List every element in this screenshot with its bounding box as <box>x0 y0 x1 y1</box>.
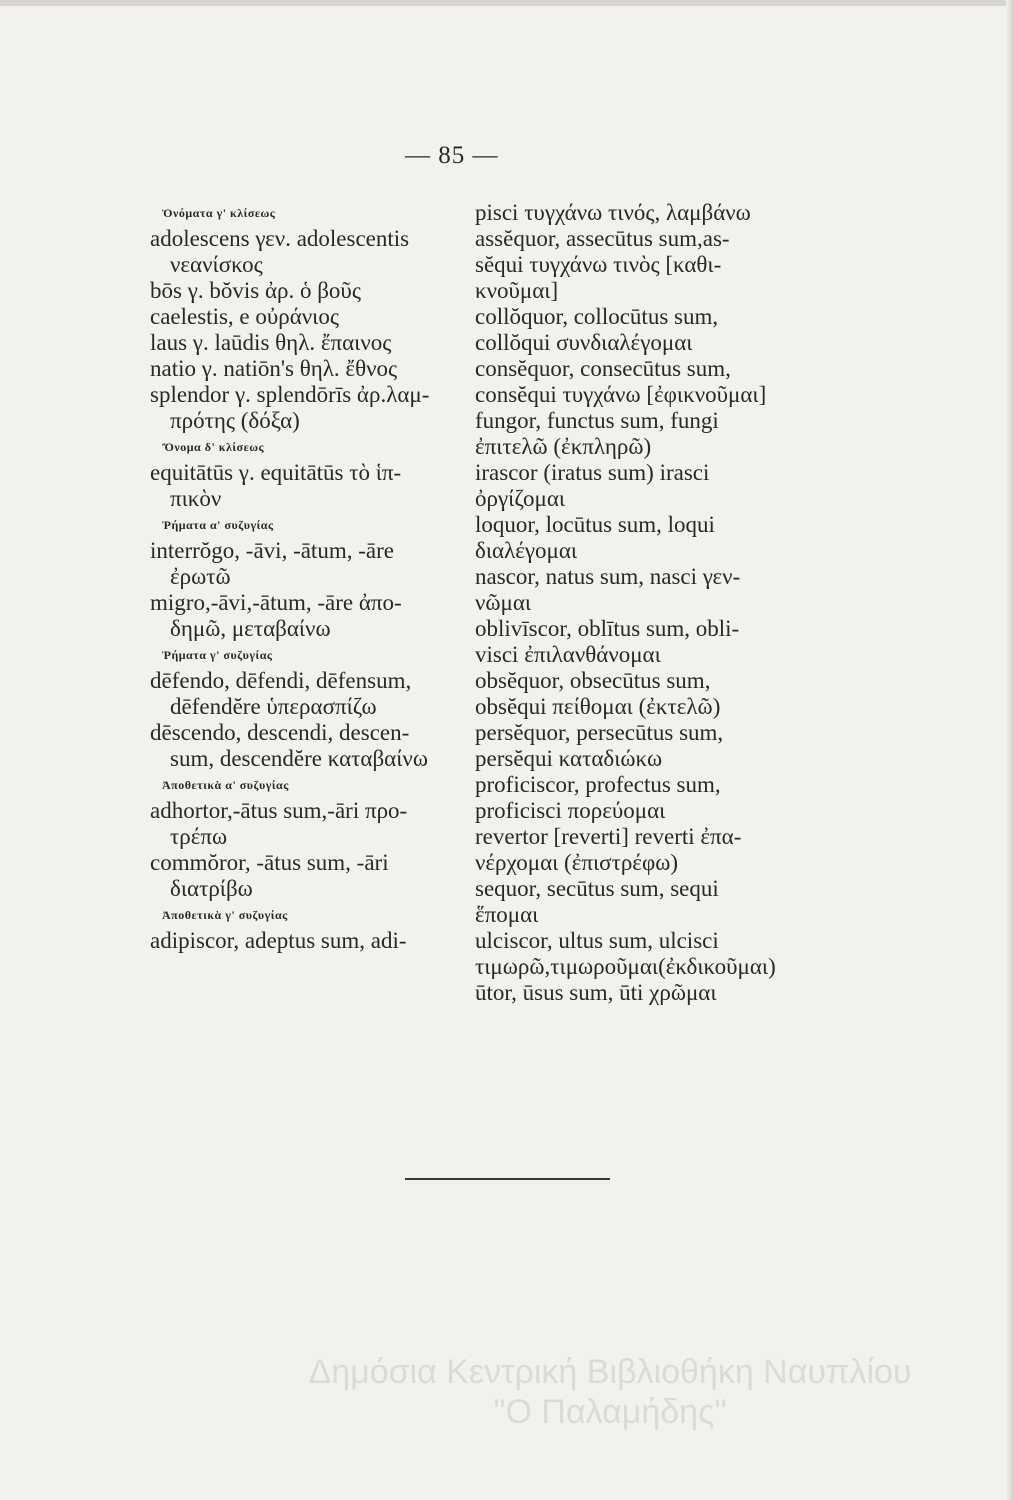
section-heading: Ἀποθετικὰ α' συζυγίας <box>162 778 289 792</box>
entry-line: πικὸν <box>170 486 222 511</box>
section-heading: Ὄνομα δ' κλίσεως <box>162 440 265 454</box>
entry-line: sĕqui τυγχάνω τινὸς [καθι- <box>475 252 722 277</box>
entry-line: visci ἐπιλανθάνομαι <box>475 642 661 667</box>
entry-line: persĕqui καταδιώκω <box>475 746 663 771</box>
entry-line: dēfendĕre ὑπερασπίζω <box>170 694 377 719</box>
entry-line: διαλέγομαι <box>475 538 578 563</box>
entry-line: obsĕqui πείθομαι (ἐκτελῶ) <box>475 694 721 719</box>
entry-line: irascor (iratus sum) irasci <box>475 460 710 485</box>
footer-rule <box>405 1178 610 1180</box>
entry-line: κνοῦμαι] <box>475 278 559 303</box>
page-edge <box>0 0 1014 6</box>
entry-line: διατρίβω <box>170 876 253 901</box>
entry-line: fungor, functus sum, fungi <box>475 408 719 433</box>
entry-line: adhortor,-ātus sum,-āri προ- <box>150 798 408 823</box>
entry-line: dēscendo, descendi, descen- <box>150 720 410 745</box>
entry-line: ulciscor, ultus sum, ulcisci <box>475 928 719 953</box>
entry-line: sequor, secūtus sum, sequi <box>475 876 719 901</box>
entry-line: nascor, natus sum, nasci γεν- <box>475 564 741 589</box>
entry-line: pisci τυγχάνω τινός, λαμβάνω <box>475 200 751 225</box>
entry-line: νεανίσκος <box>170 252 263 277</box>
entry-line: ἐρωτῶ <box>170 564 231 589</box>
entry-line: persĕquor, persecūtus sum, <box>475 720 724 745</box>
entry-line: loquor, locūtus sum, loqui <box>475 512 715 537</box>
entry-line: τρέπω <box>170 824 228 849</box>
right-column <box>475 200 865 1006</box>
entry-line: obsĕquor, obsecūtus sum, <box>475 668 711 693</box>
entry-line: τιμωρῶ,τιμωροῦμαι(ἐκδικοῦμαι) <box>475 954 776 979</box>
entry-line: splendor γ. splendōrīs ἀρ.λαμ- <box>150 382 430 407</box>
entry-line: interrŏgo, -āvi, -ātum, -āre <box>150 538 394 563</box>
section-heading: Ὀνόματα γ' κλίσεως <box>162 206 276 220</box>
entry-line: caelestis, e οὐράνιος <box>150 304 339 329</box>
entry-line: ὀργίζομαι <box>475 486 566 511</box>
entry-line: consĕquor, consecūtus sum, <box>475 356 731 381</box>
section-heading: Ἀποθετικὰ γ' συζυγίας <box>162 908 288 922</box>
entry-line: νῶμαι <box>475 590 532 615</box>
entry-line: proficisci πορεύομαι <box>475 798 666 823</box>
entry-line: ἕπομαι <box>475 902 539 927</box>
entry-line: equitātūs γ. equitātūs τὸ ἱπ- <box>150 460 402 485</box>
entry-line: laus γ. laūdis θηλ. ἔπαινος <box>150 330 392 355</box>
page-number: — 85 — <box>405 142 499 169</box>
entry-line: revertor [reverti] reverti ἐπα- <box>475 824 742 849</box>
entry-line: collŏqui συνδιαλέγομαι <box>475 330 693 355</box>
library-watermark <box>230 1352 990 1432</box>
entry-line: νέρχομαι (ἐπιστρέφω) <box>475 850 679 875</box>
entry-line: ἐπιτελῶ (ἐκπληρῶ) <box>475 434 652 459</box>
entry-line: dēfendo, dēfendi, dēfensum, <box>150 668 412 693</box>
entry-line: collŏquor, collocūtus sum, <box>475 304 719 329</box>
entry-line: oblivīscor, oblītus sum, obli- <box>475 616 740 641</box>
entry-line: ūtor, ūsus sum, ūti χρῶμαι <box>475 980 717 1005</box>
entry-line: δημῶ, μεταβαίνω <box>170 616 331 641</box>
entry-line: adipiscor, adeptus sum, adi- <box>150 928 407 953</box>
entry-line: commŏror, -ātus sum, -āri <box>150 850 389 875</box>
entry-line: adolescens γεν. adolescentis <box>150 226 410 251</box>
watermark-line: "Ο Παλαμήδης" <box>493 1393 727 1431</box>
section-heading: Ῥήματα α' συζυγίας <box>162 518 274 532</box>
watermark-line: Δημόσια Κεντρική Βιβλιοθήκη Ναυπλίου <box>308 1353 912 1391</box>
entry-line: sum, descendĕre καταβαίνω <box>170 746 428 771</box>
entry-line: natio γ. natiōn's θηλ. ἔθνος <box>150 356 398 381</box>
section-heading: Ῥήματα γ' συζυγίας <box>162 648 273 662</box>
page-edge-shadow <box>1006 0 1014 1500</box>
entry-line: proficiscor, profectus sum, <box>475 772 721 797</box>
entry-line: πρότης (δόξα) <box>170 408 300 433</box>
entry-line: consĕqui τυγχάνω [ἐφικνοῦμαι] <box>475 382 767 407</box>
entry-line: bōs γ. bŏvis ἀρ. ὁ βοῦς <box>150 278 361 303</box>
entry-line: assĕquor, assecūtus sum,as- <box>475 226 730 251</box>
entry-line: migro,-āvi,-ātum, -āre ἀπο- <box>150 590 402 615</box>
